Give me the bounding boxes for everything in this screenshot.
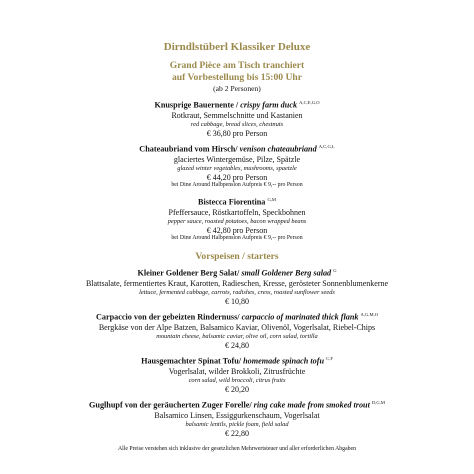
dish-desc-de: Pfeffersauce, Röstkartoffeln, Speckbohnen — [168, 208, 306, 217]
dish-desc-en: red cabbage, bread slices, chestnuts — [190, 121, 284, 128]
footer-note: Alle Preise verstehen sich inklusive der gesetzlichen Mehrwertsteuer und aller erforderlichen Abgaben — [117, 446, 357, 452]
starters-heading: Vorspeisen / starters — [195, 251, 279, 262]
dish-desc-de: Bergkäse von der Alpe Batzen, Balsamico Kaviar, Olivenöl, Vogerlsalat, Riebel-Chips — [98, 323, 376, 332]
dish-price: € 22,80 — [225, 429, 249, 438]
dish-desc-de: Rotkraut, Semmelschnitte und Kastanien — [171, 111, 303, 120]
dish-desc-en: mountain cheese, balsamic caviar, olive oil, corn salad, tortilla — [156, 333, 318, 340]
dish-desc-de: glaciertes Wintergemüse, Pilze, Spätzle — [173, 155, 301, 164]
dish-name: Hausgemachter Spinat Tofu/ homemade spinach tofu $^{C,F}$ — [141, 356, 333, 366]
grand-heading-line1: Grand Pièce am Tisch tranchiert — [169, 60, 305, 71]
dish-name: Kleiner Goldener Berg Salat/ small Goldener Berg salad $^G$ — [137, 268, 337, 278]
dish-desc-en: balsamic lentils, pickle foam, field salad — [185, 421, 289, 428]
dish-price: € 36,80 pro Person — [206, 129, 268, 138]
dish-price: € 42,80 pro Person — [206, 226, 268, 235]
halfboard-note: bei Dine Around Halbpension Aufpreis € 9,-- pro Person — [171, 182, 303, 188]
menu-title: Dirndlstüberl Klassiker Deluxe — [163, 41, 311, 53]
dish-name: Carpaccio von der gebeizten Rindernuss/ carpaccio of marinated thick flank $^{A,G,M,O}$ — [95, 312, 379, 322]
dish-name: Guglhupf von der geräucherten Zuger Forelle/ ring cake made from smoked trout $^{D,G,M}$ — [89, 400, 385, 410]
dish-desc-en: glazed winter vegetables, mushrooms, spaetzle — [177, 165, 297, 172]
dish-price: € 10,80 — [225, 297, 249, 306]
dish-desc-de: Balsamico Linsen, Essiggurkenschaum, Vogerlsalat — [154, 411, 320, 420]
dish-price: € 20,20 — [225, 385, 249, 394]
dish-name: Chateaubriand vom Hirsch/ venison chateaubriand $^{A,C,G,L}$ — [139, 144, 335, 154]
dish-name: Bistecca Fiorentina $^{G,M}$ — [198, 197, 276, 207]
dish-price: € 44,20 pro Person — [206, 173, 268, 182]
dish-desc-de: Blattsalate, fermentiertes Kraut, Karotten, Radieschen, Kresse, gerösteter Sonnenblumenkerne — [85, 279, 389, 288]
dish-desc-en: corn salad, wild broccoli, citrus fruits — [188, 377, 286, 384]
dish-desc-en: lettuce, fermented cabbage, carrots, radishes, cress, roasted sunflower seeds — [139, 289, 335, 296]
dish-desc-de: Vogerlsalat, wilder Brokkoli, Zitrusfrüchte — [168, 367, 306, 376]
dish-price: € 24,80 — [225, 341, 249, 350]
halfboard-note: bei Dine Around Halbpension Aufpreis € 9,-- pro Person — [171, 235, 303, 241]
dish-desc-en: pepper sauce, roasted potatoes, bacon wrapped beans — [167, 218, 307, 225]
dish-name: Knusprige Bauernente / crispy farm duck $^{A,C,E,G,O}$ — [154, 100, 320, 110]
grand-heading-line2: auf Vorbestellung bis 15:00 Uhr — [171, 72, 303, 83]
grand-note: (ab 2 Personen) — [213, 84, 261, 93]
